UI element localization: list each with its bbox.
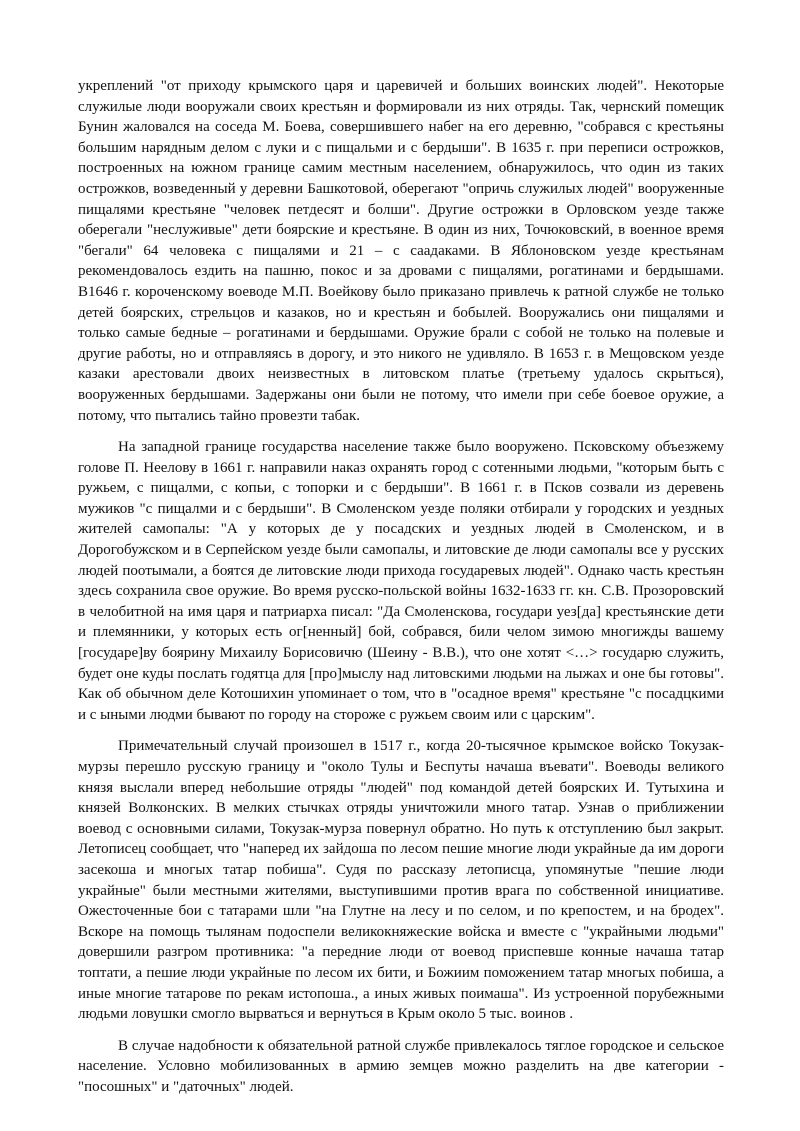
paragraph-3: Примечательный случай произошел в 1517 г., когда 20-тысячное крымское войско Токузак-мурзы перешло русскую границу и "около Тулы и Беспуты начаша въевати". Воеводы великого князя выслали вперед небольшие отряды "людей" под командой детей боярских И. Тутыхина и князей Волконских. В мелких стычках отряды уничтожили много татар. Узнав о приближении воевод с основными силами, Токузак-мурза повернул обратно. Но путь к отступлению был закрыт. Летописец сообщает, что "наперед их зайдоша по лесом пешие многие люди украйные да им дороги засекоша и многых татар побиша". Судя по рассказу летописца, упомянутые "пешие люди украйные" были местными жителями, выступившими против врага по собственной инициативе. Ожесточенные бои с татарами шли "на Глутне на лесу и по селом, и по крепостем, и на бродех". Вскоре на помощь тылянам подоспели великокняжеские войска и вместе с "украйными людьми" довершили разгром противника: "а передние люди от воевод приспевше конные начаша татар топтати, а пешие люди украйные по лесом их бити, и Божиим поможением татар многых побиша, а иные многие татарове по рекам истопоша., а иных живых поимаша". Из устроенной порубежными людьми ловушки смогло вырваться и вернуться в Крым около 5 тыс. воинов .: [78, 738, 724, 1023]
paragraph-1: укреплений "от приходу крымского царя и царевичей и больших воинских людей". Некоторые служилые люди вооружали своих крестьян и формировали из них отряды. Так, чернский помещик Бунин жаловался на соседа М. Боева, совершившего набег на его деревню, "собрався с крестьяны большим нарядным делом с луки и с пищальми и с бердыши". В 1635 г. при переписи острожков, построенных на южном границе самим местным населением, обнаружилось, что один из таких острожков, возведенный у деревни Башкотовой, оберегают "опричь служилых людей" вооруженные пищалями крестьяне "человек петдесят и болши". Другие острожки в Орловском уезде также оберегали "неслуживые" дети боярские и крестьяне. В один из них, Точюковский, в военное время "бегали" 64 человека с пищалями и 21 – с саадаками. В Яблоновском уезде крестьянам рекомендовалось ездить на пашню, покос и за дровами с пищалями, рогатинами и бердышами. В1646 г. короченскому воеводе М.П. Воейкову было приказано привлечь к ратной службе не только детей боярских, стрельцов и казаков, но и крестьян и бобылей. Вооружались они пищалями и только самые бедные – рогатинами и бердышами. Оружие брали с собой не только на полевые и другие работы, но и отправляясь в дорогу, и это никого не удивляло. В 1653 г. в Мещовском уезде казаки арестовали двоих неизвестных в литовском платье (третьему удалось скрыться), вооруженных бердышами. Задержаны они были не потому, что имели при себе боевое оружие, а потому, что пытались тайно провезти табак.: [78, 78, 724, 424]
document-page: [78, 76, 724, 1098]
paragraph-4: В случае надобности к обязательной ратной службе привлекалось тяглое городское и сельское население. Условно мобилизованных в армию земцев можно разделить на две категории - "посошных" и "даточных" людей.: [78, 1037, 724, 1095]
paragraph-2: На западной границе государства население также было вооружено. Псковскому объезжему голове П. Неелову в 1661 г. направили наказ охранять город с сотенными людьми, "которым быть с ружьем, с пищалми, с копьи, с топорки и с бердыши". В 1661 г. в Псков созвали из деревень мужиков "с пищалми и с бердыши". В Смоленском уезде поляки отбирали у городских и уездных жителей самопалы: "А у которых де у посадских и уездных людей в Смоленском, и в Дорогобужском и в Серпейском уезде были самопалы, и литовские де люди самопалы все у русских людей поотымали, а боятся де литовские люди прихода государевых людей". Однако часть крестьян здесь сохранила свое оружие. Во время русско-польской войны 1632-1633 гг. кн. С.В. Прозоровский в челобитной на имя царя и патриарха писал: "Да Смоленскова, государи уез[да] крестьянские дети и племянники, у которых есть ог[ненный] бой, собрався, били челом зимою многижды вашему [государе]ву боярину Михаилу Борисовичю (Шеину - В.В.), что оне хотят <…> государю служить, будет оне куды послать годятца для [про]мыслу над литовскими людьми на лыжах и оне бы готовы". Как об обычном деле Котошихин упоминает о том, что в "осадное время" крестьяне "с посадцкими и с ыными людми бывают по городу на стороже с ружьем своим или с царским".: [78, 439, 724, 723]
